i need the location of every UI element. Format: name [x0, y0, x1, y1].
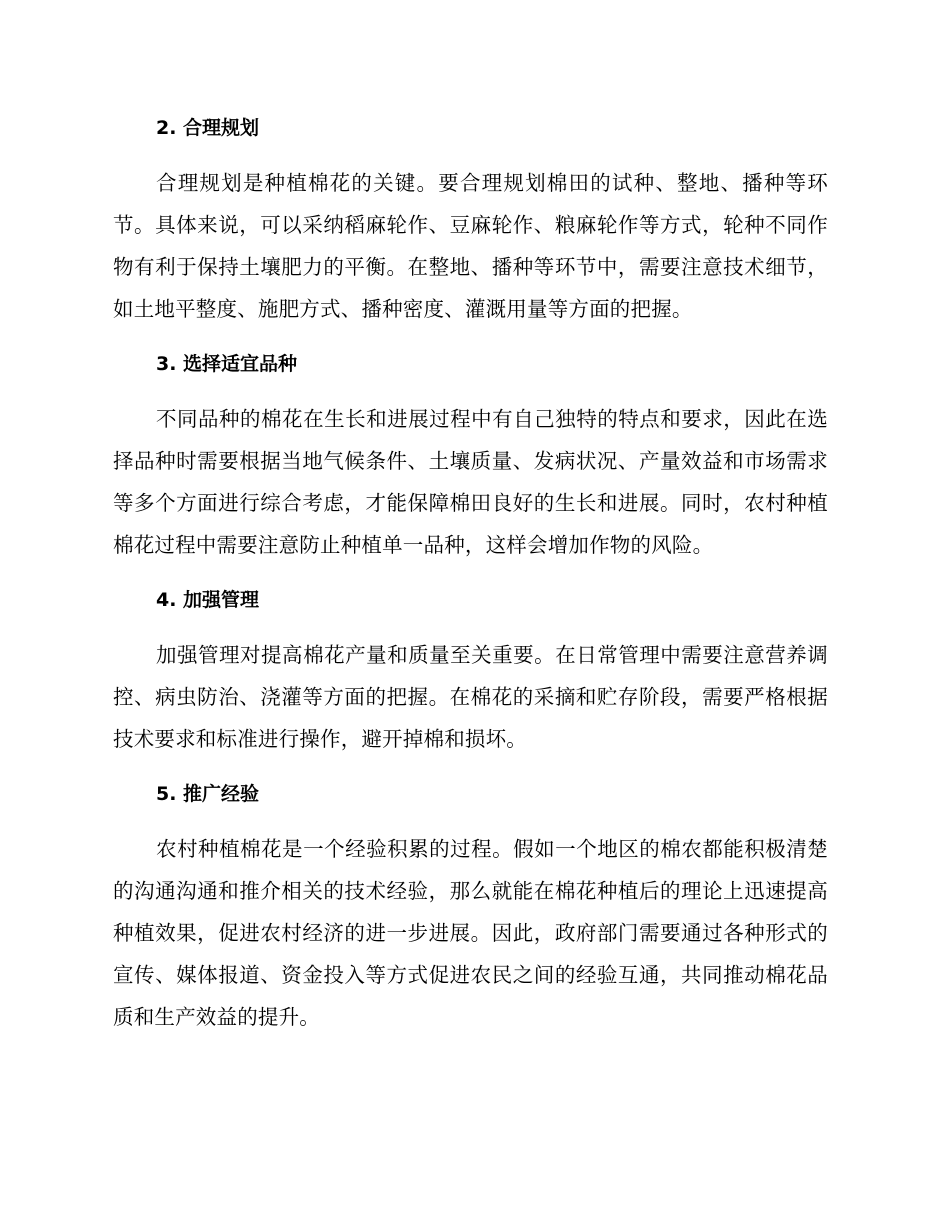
- section-planning: [113, 112, 828, 330]
- section-heading: 2. 合理规划: [156, 117, 260, 139]
- section-heading: 3. 选择适宜品种: [156, 353, 298, 375]
- section-paragraph: 合理规划是种植棉花的关键。要合理规划棉田的试种、整地、播种等环节。具体来说，可以采纳稻麻轮作、豆麻轮作、粮麻轮作等方式，轮种不同作物有利于保持土壤肥力的平衡。在整地、播种等环节中，需要注意技术细节，如土地平整度、施肥方式、播种密度、灌溉用量等方面的把握。: [113, 171, 828, 321]
- section-paragraph: 农村种植棉花是一个经验积累的过程。假如一个地区的棉农都能积极清楚的沟通沟通和推介相关的技术经验，那么就能在棉花种植后的理论上迅速提高种植效果，促进农村经济的进一步进展。因此，政府部门需要通过各种形式的宣传、媒体报道、资金投入等方式促进农民之间的经验互通，共同推动棉花品质和生产效益的提升。: [113, 837, 828, 1029]
- document-content: [113, 112, 828, 1056]
- section-paragraph: 不同品种的棉花在生长和进展过程中有自己独特的特点和要求，因此在选择品种时需要根据当地气候条件、土壤质量、发病状况、产量效益和市场需求等多个方面进行综合考虑，才能保障棉田良好的生长和进展。同时，农村种植棉花过程中需要注意防止种植单一品种，这样会增加作物的风险。: [113, 407, 828, 557]
- section-paragraph: 加强管理对提高棉花产量和质量至关重要。在日常管理中需要注意营养调控、病虫防治、浇灌等方面的把握。在棉花的采摘和贮存阶段，需要严格根据技术要求和标准进行操作，避开掉棉和损坏。: [113, 643, 828, 751]
- section-variety: [113, 348, 828, 566]
- section-experience: [113, 778, 828, 1038]
- section-management: [113, 584, 828, 760]
- section-heading: 5. 推广经验: [156, 783, 260, 805]
- section-heading: 4. 加强管理: [156, 589, 260, 611]
